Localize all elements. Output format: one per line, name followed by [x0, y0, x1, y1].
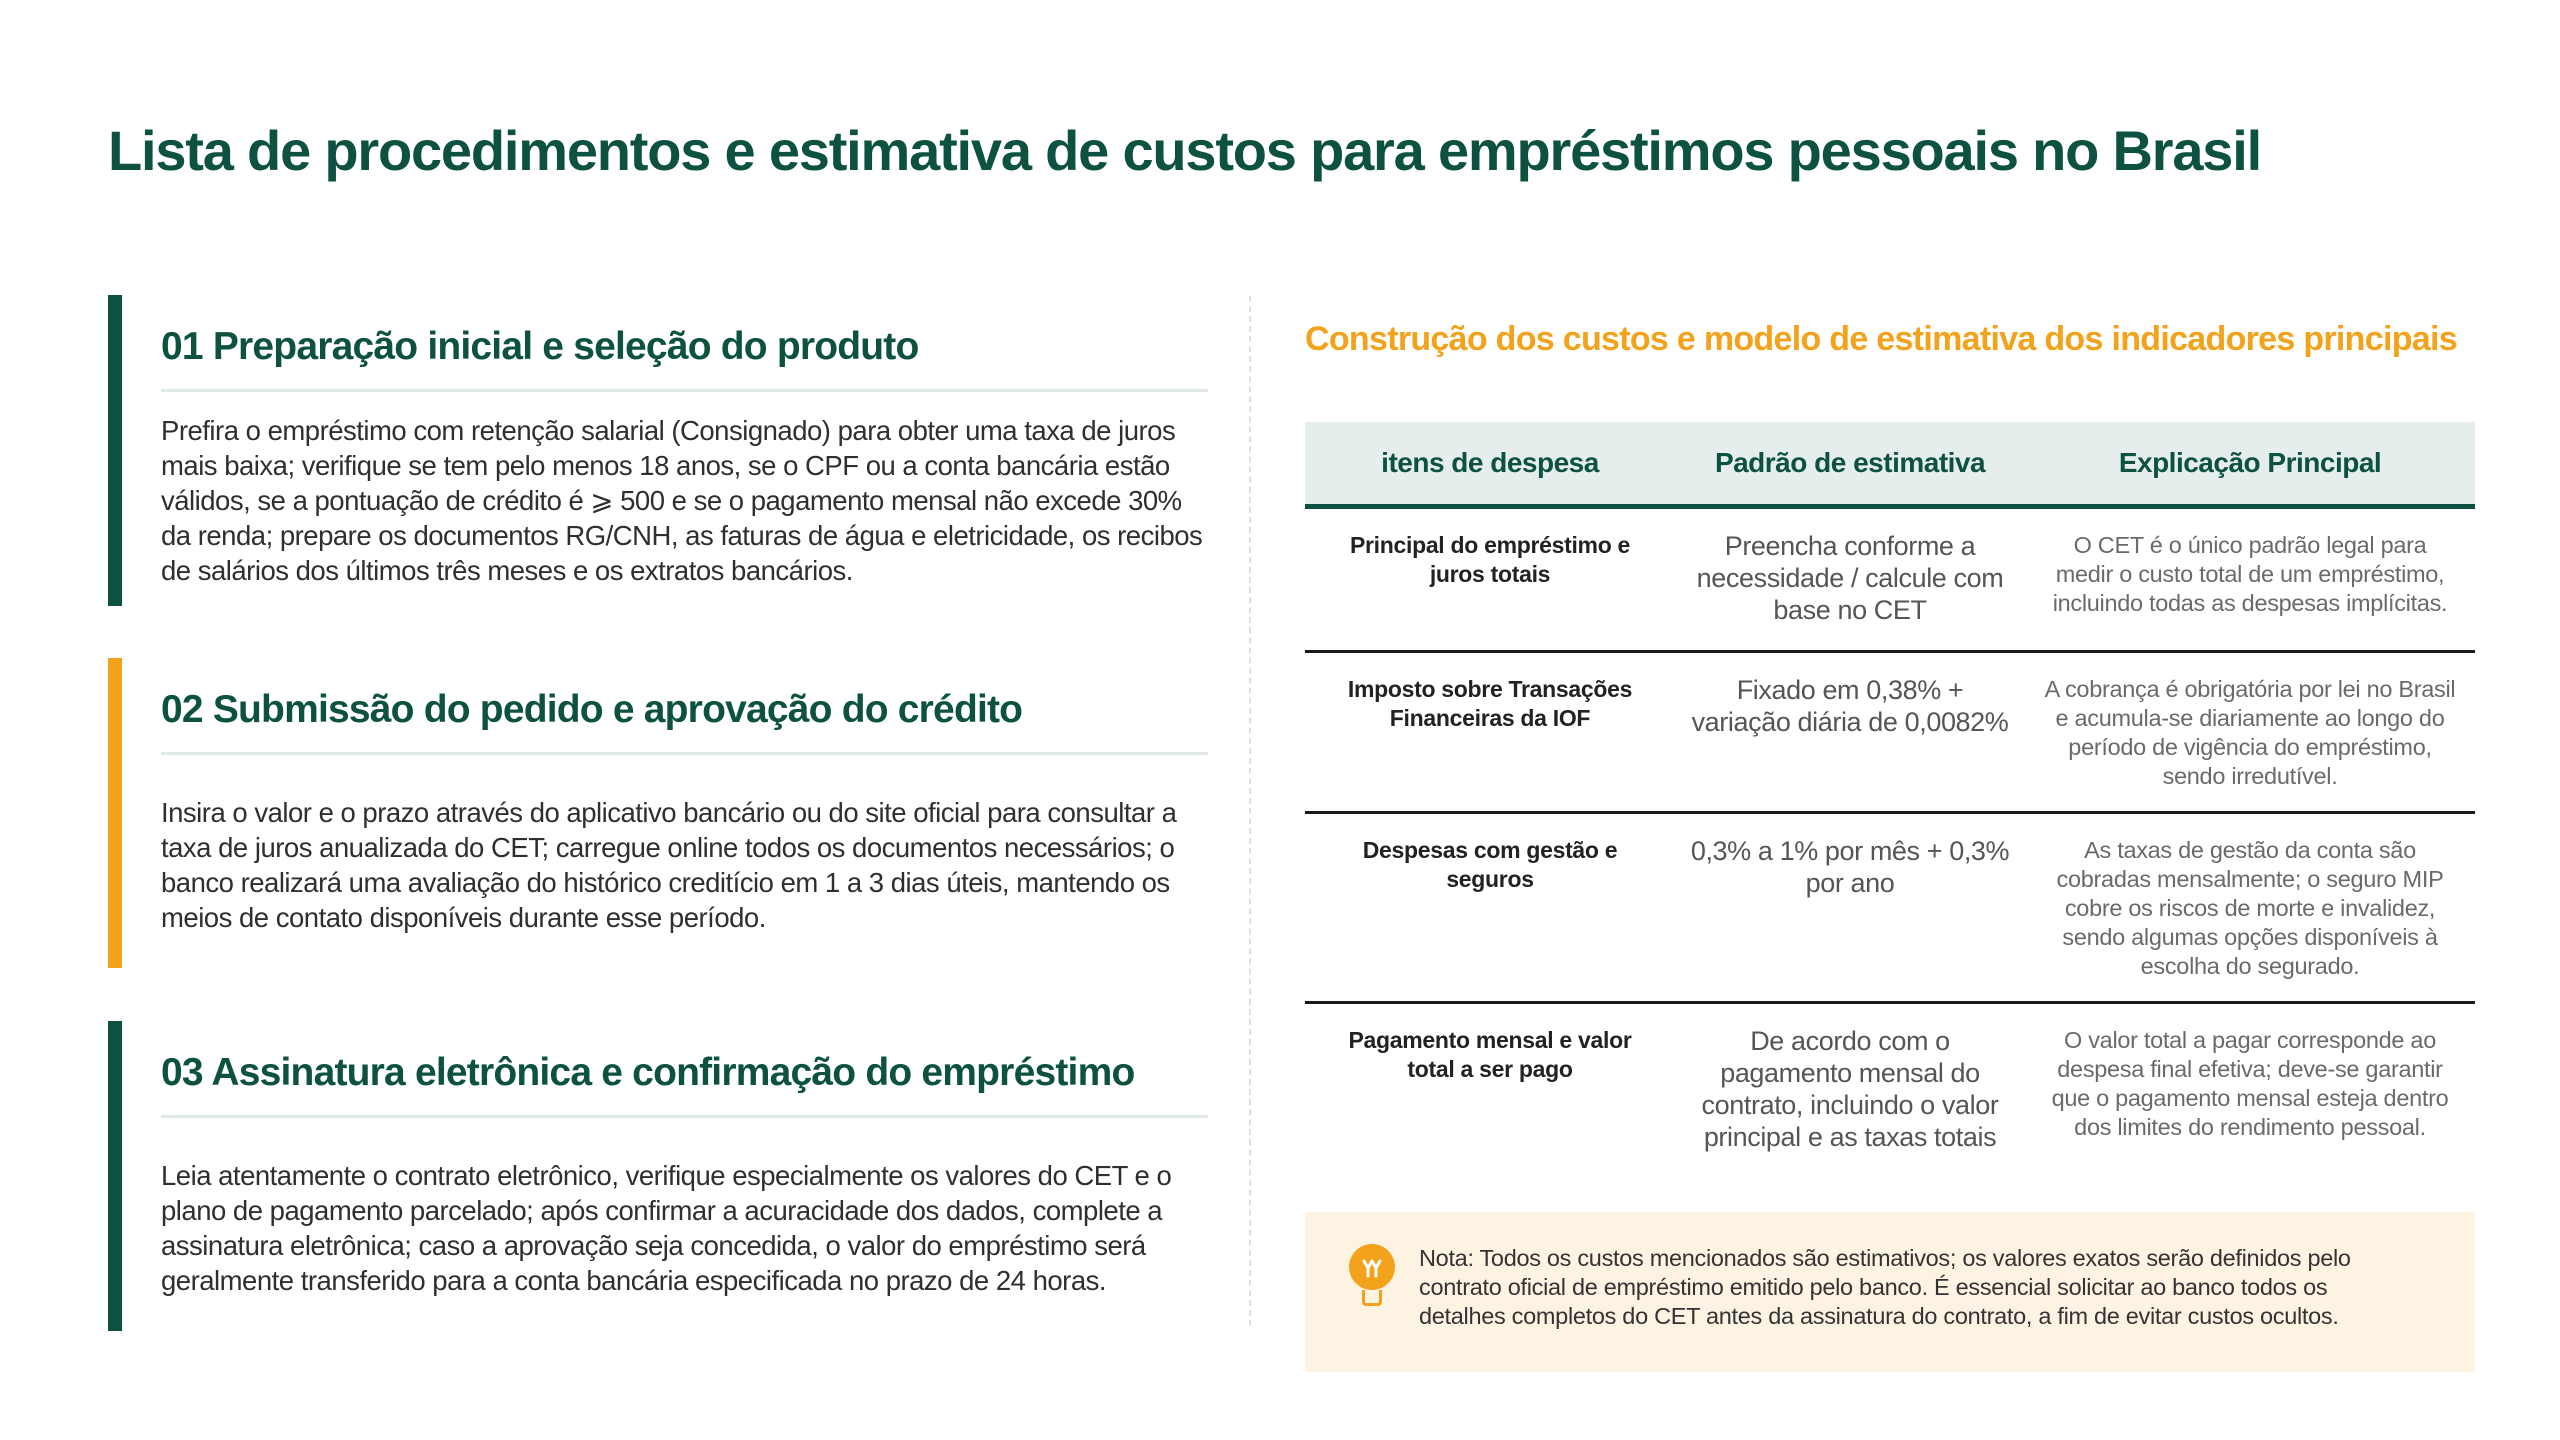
lightbulb-base-icon [1362, 1290, 1382, 1306]
step-2-accent-bar [108, 658, 122, 968]
expense-item: Pagamento mensal e valor total a ser pago [1348, 1027, 1632, 1082]
step-1-text: Prefira o empréstimo com retenção salarial (Consignado) para obter uma taxa de juros mais baixa; verifique se tem pelo menos 18 anos, se o CPF ou a conta bancária estão válidos, se a pontuação de crédito é ⩾ 500 e se o pagamento mensal não excede 30% da renda; prepare os documentos RG/CNH, as faturas de água e eletricidade, os recibos de salários dos últimos três meses e os extratos bancários. [161, 415, 1203, 586]
lightbulb-icon [1349, 1244, 1395, 1290]
step-2 [108, 658, 1208, 968]
main-explanation: As taxas de gestão da conta são cobradas mensalmente; o seguro MIP cobre os riscos de morte e invalidez, sendo algumas opções disponíveis à escolha do segurado. [2025, 813, 2475, 1003]
table-row [1305, 813, 2475, 1003]
step-1-accent-bar [108, 295, 122, 606]
main-explanation: O CET é o único padrão legal para medir o custo total de um empréstimo, incluindo todas as despesas implícitas. [2025, 507, 2475, 652]
estimation-standard: Fixado em 0,38% + variação diária de 0,0082% [1675, 652, 2025, 813]
step-1 [108, 295, 1208, 606]
table-header-row [1305, 422, 2475, 507]
step-3 [108, 1021, 1208, 1331]
cost-section-title: Construção dos custos e modelo de estimativa dos indicadores principais [1305, 320, 2457, 358]
expense-item: Despesas com gestão e seguros [1305, 813, 1675, 1003]
estimation-standard: De acordo com o pagamento mensal do contrato, incluindo o valor principal e as taxas totais [1701, 1026, 1999, 1152]
estimation-standard: 0,3% a 1% por mês + 0,3% por ano [1675, 813, 2025, 1003]
column-header-explanation: Explicação Principal [2025, 422, 2475, 507]
step-3-accent-bar [108, 1021, 122, 1331]
expense-item: Principal do empréstimo e juros totais [1305, 507, 1675, 652]
table-row [1305, 507, 2475, 652]
table-row [1305, 1003, 2475, 1210]
main-explanation: A cobrança é obrigatória por lei no Brasil e acumula-se diariamente ao longo do período de vigência do empréstimo, sendo irredutível. [2025, 652, 2475, 813]
expense-item: Imposto sobre Transações Financeiras da IOF [1305, 652, 1675, 813]
estimation-standard: Preencha conforme a necessidade / calcule com base no CET [1675, 507, 2025, 652]
column-header-items: itens de despesa [1305, 422, 1675, 507]
step-1-heading: 01 Preparação inicial e seleção do produto [161, 295, 1208, 392]
step-2-text: Insira o valor e o prazo através do aplicativo bancário ou do site oficial para consultar a taxa de juros anualizada do CET; carregue online todos os documentos necessários; o banco realizará uma avaliação do histórico creditício em 1 a 3 dias úteis, mantendo os meios de contato disponíveis durante esse período. [161, 797, 1177, 933]
cost-table [1305, 422, 2475, 1209]
page-title: Lista de procedimentos e estimativa de custos para empréstimos pessoais no Brasil [108, 119, 2261, 182]
step-3-heading: 03 Assinatura eletrônica e confirmação do empréstimo [161, 1021, 1208, 1118]
note-text: Nota: Todos os custos mencionados são estimativos; os valores exatos serão definidos pelo contrato oficial de empréstimo emitido pelo banco. É essencial solicitar ao banco todos os detalhes completos do CET antes da assinatura do contrato, a fim de evitar custos ocultos. [1419, 1245, 2351, 1329]
step-3-text: Leia atentamente o contrato eletrônico, verifique especialmente os valores do CET e o plano de pagamento parcelado; após confirmar a acuracidade dos dados, complete a assinatura eletrônica; caso a aprovação seja concedida, o valor do empréstimo será geralmente transferido para a conta bancária especificada no prazo de 24 horas. [161, 1160, 1172, 1296]
table-row [1305, 652, 2475, 813]
column-header-standard: Padrão de estimativa [1675, 422, 2025, 507]
note-box [1305, 1212, 2475, 1372]
column-divider [1249, 296, 1251, 1326]
step-2-heading: 02 Submissão do pedido e aprovação do crédito [161, 658, 1208, 755]
main-explanation: O valor total a pagar corresponde ao despesa final efetiva; deve-se garantir que o pagamento mensal esteja dentro dos limites do rendimento pessoal. [2051, 1027, 2449, 1140]
